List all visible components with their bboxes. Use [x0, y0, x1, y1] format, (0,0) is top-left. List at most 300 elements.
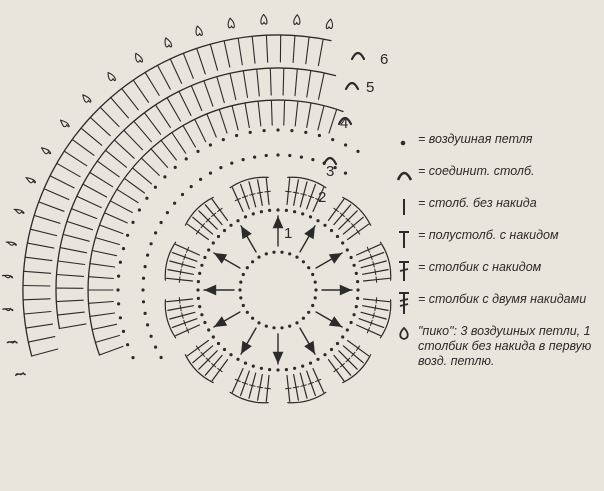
- chain-dot: [356, 297, 359, 300]
- fan-stitch: [283, 68, 284, 95]
- picot-stitch: [294, 15, 300, 25]
- chain-dot: [197, 280, 200, 283]
- fan-stitch: [57, 312, 84, 315]
- chain-dot: [142, 300, 145, 303]
- chain-dot: [307, 266, 310, 269]
- chain-dot: [244, 362, 247, 365]
- stitch-crossbar: [265, 191, 271, 192]
- stitch-crossbar: [250, 385, 255, 386]
- row-number: 3: [326, 163, 335, 180]
- chain-dot: [276, 128, 279, 131]
- chain-dot: [207, 248, 210, 251]
- chain-dot: [235, 134, 238, 137]
- chain-dot: [265, 325, 268, 328]
- stitch-arrowhead: [204, 285, 216, 296]
- fan-stitch: [306, 37, 309, 64]
- fan-stitch: [172, 133, 186, 154]
- chain-dot: [190, 185, 193, 188]
- stitch-crossbar: [182, 313, 183, 318]
- fan-stitch: [114, 140, 134, 158]
- fan-stitch: [161, 140, 176, 160]
- chain-dot: [353, 264, 356, 267]
- fan-stitch: [90, 117, 110, 135]
- chain-dot: [336, 235, 339, 238]
- chain-dot: [318, 134, 321, 137]
- fan-stitch: [57, 275, 84, 277]
- fan-stitch: [295, 101, 298, 126]
- fan-stitch: [257, 69, 260, 96]
- stitch-crossbar: [180, 269, 181, 275]
- stitch-crossbar: [301, 194, 306, 195]
- chain-dot: [350, 256, 353, 259]
- fan-stitch: [141, 158, 159, 175]
- legend-half-double-text: = полустолб. с накидом: [418, 228, 559, 242]
- chain-dot: [126, 343, 129, 346]
- fan-stitch: [217, 77, 225, 103]
- row-number: 6: [380, 51, 389, 68]
- chain-dot: [207, 328, 210, 331]
- picot-stitch: [16, 373, 26, 376]
- fan-stitch: [50, 176, 74, 188]
- stitch-arrowhead: [329, 253, 342, 264]
- chain-dot: [242, 304, 245, 307]
- fan-stitch: [57, 163, 80, 176]
- fan-stitch: [90, 313, 115, 316]
- picot-stitch: [2, 275, 12, 277]
- picot-stitch: [326, 19, 332, 29]
- chain-dot: [249, 131, 252, 134]
- chain-dot: [285, 368, 288, 371]
- fan-stitch: [266, 35, 267, 62]
- chain-dot: [288, 252, 291, 255]
- stitch-crossbar: [301, 385, 306, 386]
- row-number: 1: [284, 225, 293, 242]
- chain-dot: [302, 260, 305, 263]
- fan-stitch: [100, 225, 124, 234]
- chain-dot: [200, 313, 203, 316]
- stitch-crossbar: [286, 191, 292, 192]
- chain-dot: [203, 256, 206, 259]
- slip-stitch-mark: [352, 53, 364, 59]
- stitch-crossbar: [375, 305, 376, 311]
- chain-dot: [251, 317, 254, 320]
- chain-dot: [253, 156, 256, 159]
- chain-dot: [268, 209, 271, 212]
- chain-dot: [252, 212, 255, 215]
- fan-stitch: [110, 201, 132, 213]
- chain-dot: [293, 210, 296, 213]
- fan-stitch: [24, 312, 51, 315]
- fan-stitch: [158, 65, 171, 89]
- chain-dot: [174, 166, 177, 169]
- half-double-crochet-icon: [396, 228, 418, 250]
- fan-stitch: [318, 106, 324, 130]
- chain-dot: [355, 305, 358, 308]
- chain-dot: [230, 162, 233, 165]
- chain-dot: [223, 348, 226, 351]
- fan-stitch: [319, 73, 325, 99]
- chain-dot: [330, 229, 333, 232]
- picot-stitch: [26, 178, 36, 183]
- fan-stitch: [252, 36, 255, 63]
- fan-stitch: [232, 106, 238, 130]
- fan-stitch: [32, 349, 58, 356]
- fan-stitch: [95, 336, 119, 343]
- chain-dot: [276, 153, 279, 156]
- chain-dot: [119, 316, 122, 319]
- chain-dot-icon: [396, 132, 418, 154]
- stitch-crossbar: [293, 387, 299, 388]
- fan-stitch: [224, 41, 230, 67]
- fan-stitch: [100, 346, 124, 355]
- fan-stitch: [270, 68, 271, 95]
- chain-dot: [142, 277, 145, 280]
- chain-dot: [346, 328, 349, 331]
- chain-dot: [301, 365, 304, 368]
- picot-stitch: [261, 14, 267, 24]
- chain-dot: [246, 266, 249, 269]
- stitch-crossbar: [286, 388, 292, 389]
- chain-dot: [160, 356, 163, 359]
- fan-stitch: [307, 70, 311, 97]
- chain-dot: [131, 221, 134, 224]
- fan-stitch: [219, 109, 227, 133]
- fan-stitch: [144, 113, 160, 135]
- fan-stitch: [124, 130, 143, 149]
- chain-dot: [263, 129, 266, 132]
- legend-half-double: [396, 228, 602, 250]
- legend-picot: [396, 324, 602, 369]
- fan-stitch: [34, 215, 60, 223]
- stitch-arrowhead: [329, 316, 342, 327]
- chain-dot: [311, 158, 314, 161]
- chain-dot: [122, 330, 125, 333]
- chain-dot: [307, 311, 310, 314]
- chain-dot: [197, 297, 200, 300]
- chain-dot: [311, 273, 314, 276]
- fan-stitch: [27, 243, 54, 248]
- stitch-arrowhead: [273, 216, 284, 228]
- chain-dot: [146, 254, 149, 257]
- chain-dot: [166, 211, 169, 214]
- chain-dot: [331, 138, 334, 141]
- stitch-arrowhead: [340, 285, 352, 296]
- fan-stitch: [293, 36, 295, 63]
- chain-dot: [280, 251, 283, 254]
- chain-dot: [257, 321, 260, 324]
- chain-dot: [246, 311, 249, 314]
- chain-dot: [309, 362, 312, 365]
- row-arc: [23, 35, 331, 356]
- chain-dot: [244, 215, 247, 218]
- chain-dot: [323, 353, 326, 356]
- legend-slip-stitch: [396, 164, 602, 186]
- chain-dot: [203, 321, 206, 324]
- stitch-crossbar: [250, 194, 255, 195]
- fan-stitch: [58, 261, 85, 265]
- chain-dot: [285, 209, 288, 212]
- fan-stitch: [23, 286, 50, 287]
- fan-stitch: [92, 324, 116, 329]
- picot-stitch: [83, 95, 91, 102]
- chain-dot: [300, 156, 303, 159]
- fan-stitch: [145, 72, 159, 95]
- chain-dot: [356, 280, 359, 283]
- treble-crochet-icon: [396, 292, 418, 314]
- row-number: 5: [366, 79, 375, 96]
- fan-stitch: [25, 257, 52, 260]
- fan-stitch: [258, 101, 261, 126]
- chain-dot: [323, 224, 326, 227]
- chain-dot: [236, 358, 239, 361]
- stitch-crossbar: [180, 305, 181, 311]
- picot-stitch: [41, 148, 50, 154]
- chain-dot: [117, 302, 120, 305]
- legend-treble-crochet-text: = столбик с двумя накидами: [418, 292, 587, 306]
- fan-stitch: [44, 189, 69, 200]
- chain-dot: [295, 321, 298, 324]
- chain-dot: [288, 154, 291, 157]
- fan-stitch: [100, 107, 119, 126]
- chain-dot: [341, 241, 344, 244]
- slip-stitch-arc-icon: [396, 164, 418, 186]
- legend-slip-stitch-text: = соединит. столб.: [418, 164, 535, 178]
- fan-stitch: [195, 119, 206, 142]
- chain-dot: [301, 212, 304, 215]
- chain-dot: [280, 326, 283, 329]
- fan-stitch: [30, 229, 56, 235]
- fan-stitch: [179, 91, 191, 115]
- single-crochet-icon: [396, 196, 418, 218]
- picot-stitch: [61, 120, 70, 127]
- double-crochet-icon: [396, 260, 418, 282]
- chain-dot: [344, 172, 347, 175]
- chain-dot: [314, 296, 317, 299]
- picot-stitch: [228, 18, 234, 28]
- chain-dot: [293, 367, 296, 370]
- chain-dot: [353, 313, 356, 316]
- picot-stitch: [3, 309, 13, 311]
- chain-dot: [209, 172, 212, 175]
- chain-dot: [122, 247, 125, 250]
- fan-stitch: [59, 324, 86, 329]
- fan-stitch: [238, 38, 242, 65]
- chain-dot: [330, 348, 333, 351]
- chain-dot: [150, 335, 153, 338]
- chain-dot: [257, 256, 260, 259]
- picot-stitch: [108, 73, 115, 81]
- chain-dot: [344, 143, 347, 146]
- chain-dot: [229, 224, 232, 227]
- fan-stitch: [197, 48, 206, 74]
- chain-dot: [268, 368, 271, 371]
- fan-stitch: [56, 300, 83, 301]
- chain-dot: [144, 265, 147, 268]
- row-arc: [56, 68, 335, 328]
- row-number: 4: [340, 115, 349, 132]
- chain-dot: [290, 129, 293, 132]
- chain-dot: [229, 353, 232, 356]
- chain-dot: [126, 234, 129, 237]
- stitch-crossbar: [179, 298, 180, 304]
- fan-stitch: [167, 98, 181, 121]
- chain-dot: [316, 358, 319, 361]
- stitch-crossbar: [293, 192, 299, 193]
- chain-dot: [181, 193, 184, 196]
- chain-dot: [302, 317, 305, 320]
- fan-stitch: [207, 114, 216, 137]
- chain-dot: [265, 252, 268, 255]
- legend-single-crochet-text: = столб. без накида: [418, 196, 537, 210]
- chain-dot: [138, 208, 141, 211]
- fan-stitch: [329, 109, 337, 133]
- fan-stitch: [243, 71, 247, 98]
- chain-dot: [116, 288, 119, 291]
- chain-dot: [212, 335, 215, 338]
- picot-stitch: [7, 341, 17, 343]
- chain-dot: [154, 231, 157, 234]
- fan-stitch: [271, 100, 272, 125]
- stitch-arrowhead: [241, 226, 252, 239]
- chain-dot: [236, 219, 239, 222]
- chain-dot: [276, 208, 279, 211]
- picot-stitch: [6, 242, 16, 245]
- fan-stitch: [63, 234, 89, 241]
- stitch-crossbar: [373, 313, 374, 318]
- chain-dot: [217, 235, 220, 238]
- fan-stitch: [134, 121, 152, 142]
- stitch-arrowhead: [214, 253, 227, 264]
- fan-stitch: [191, 86, 202, 111]
- chain-dot: [198, 305, 201, 308]
- chain-dot: [150, 242, 153, 245]
- fan-stitch: [23, 299, 50, 300]
- fan-stitch: [39, 202, 64, 211]
- chain-dot: [145, 197, 148, 200]
- chain-dot: [185, 157, 188, 160]
- fan-stitch: [72, 139, 94, 155]
- slip-stitch-mark: [346, 83, 358, 89]
- fan-stitch: [97, 161, 119, 177]
- chain-dot: [314, 288, 317, 291]
- chain-dot: [309, 215, 312, 218]
- chain-dot: [146, 323, 149, 326]
- chain-dot: [198, 272, 201, 275]
- fan-stitch: [183, 53, 193, 78]
- chain-dot: [260, 367, 263, 370]
- chain-dot: [311, 304, 314, 307]
- chain-dot: [117, 275, 120, 278]
- fan-stitch: [60, 248, 87, 253]
- fan-stitch: [122, 89, 139, 110]
- chain-dot: [295, 256, 298, 259]
- chain-dot: [272, 251, 275, 254]
- stitch-arrowhead: [241, 341, 252, 354]
- stitch-crossbar: [257, 387, 263, 388]
- picot-stitch: [196, 26, 202, 35]
- stitch-crossbar: [257, 192, 263, 193]
- fan-stitch: [170, 59, 181, 84]
- chain-dot: [252, 365, 255, 368]
- stitch-crossbar: [376, 298, 377, 304]
- chain-dot: [222, 138, 225, 141]
- fan-stitch: [95, 238, 119, 245]
- fan-stitch: [230, 73, 236, 99]
- chain-dot: [163, 175, 166, 178]
- chain-dot: [346, 248, 349, 251]
- chain-dot: [356, 150, 359, 153]
- stitch-crossbar: [265, 388, 271, 389]
- chain-dot: [209, 143, 212, 146]
- fan-stitch: [89, 302, 114, 304]
- fan-stitch: [90, 264, 115, 267]
- chain-dot: [272, 326, 275, 329]
- chain-dot: [199, 178, 202, 181]
- legend-picot-text: "пико": 3 воздушных петли, 1 столбик без накида в первую возд. петлю.: [418, 324, 592, 368]
- fan-stitch: [92, 251, 116, 256]
- fan-stitch: [133, 80, 148, 102]
- fan-stitch: [284, 100, 285, 125]
- chain-dot: [314, 281, 317, 284]
- row-number: 2: [318, 189, 327, 206]
- chain-dot: [350, 321, 353, 324]
- chain-dot: [131, 356, 134, 359]
- legend-double-crochet: [396, 260, 602, 282]
- stitch-crossbar: [376, 277, 377, 283]
- picot-stitch: [14, 209, 24, 213]
- fan-stitch: [24, 271, 51, 273]
- chain-dot: [260, 210, 263, 213]
- legend-single-crochet: [396, 196, 602, 218]
- chain-dot: [265, 154, 268, 157]
- fan-stitch: [318, 39, 323, 66]
- fan-stitch: [111, 98, 129, 118]
- picot-stitch: [165, 38, 172, 47]
- stitch-arrowhead: [273, 352, 284, 364]
- fan-stitch: [295, 69, 297, 96]
- fan-stitch: [83, 184, 107, 197]
- chain-dot: [276, 368, 279, 371]
- row-numbers: [284, 51, 388, 242]
- chain-dot: [242, 158, 245, 161]
- stitch-arrowhead: [304, 226, 315, 239]
- chain-dot: [196, 288, 199, 291]
- fan-stitch: [26, 324, 53, 328]
- legend-double-crochet-text: = столбик с накидом: [418, 260, 542, 274]
- fan-stitch: [64, 151, 87, 166]
- chain-dot: [239, 296, 242, 299]
- stitch-crossbar: [373, 262, 374, 267]
- chain-dot: [336, 342, 339, 345]
- fan-stitch: [210, 44, 217, 70]
- chain-dot: [200, 264, 203, 267]
- fan-stitch: [151, 149, 168, 168]
- chain-dot: [288, 325, 291, 328]
- legend-chain-text: = воздушная петля: [418, 132, 533, 146]
- chain-dot: [242, 273, 245, 276]
- picot-icon: [396, 324, 418, 346]
- chain-dot: [251, 260, 254, 263]
- fan-stitch: [28, 337, 54, 343]
- chain-dot: [173, 202, 176, 205]
- chain-dot: [217, 342, 220, 345]
- fan-stitch: [106, 150, 127, 167]
- fan-stitch: [245, 103, 249, 128]
- chain-dot: [356, 288, 359, 291]
- chain-dot: [239, 281, 242, 284]
- fan-stitch: [77, 196, 102, 207]
- chain-dot: [355, 272, 358, 275]
